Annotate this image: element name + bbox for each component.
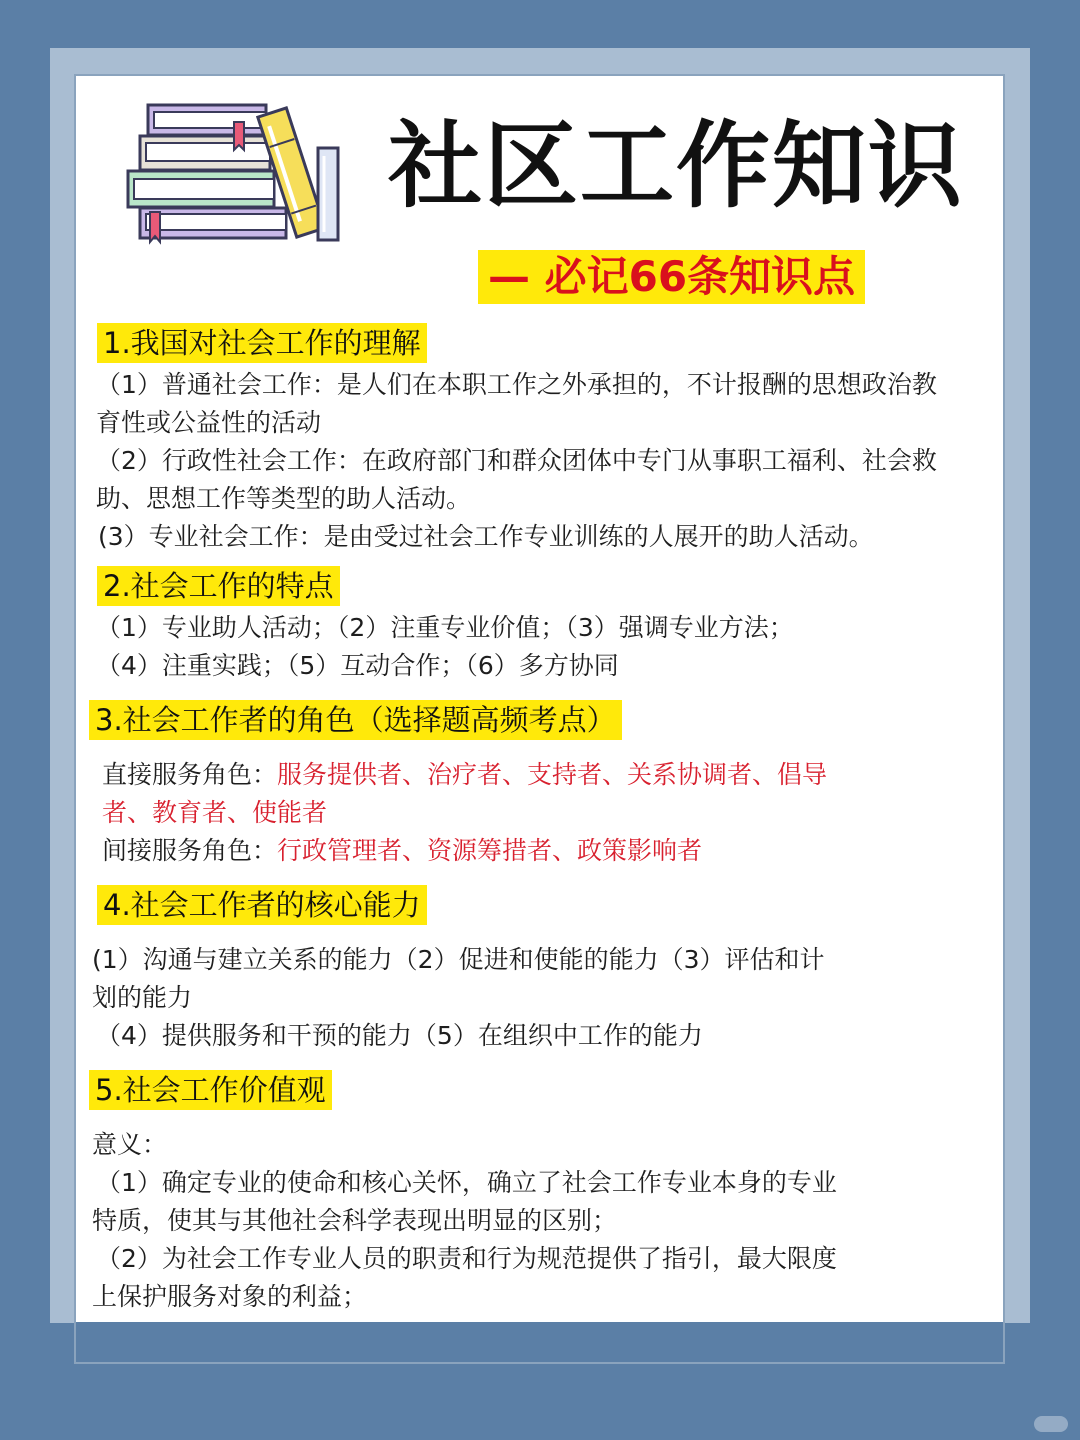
section-text-line: （2）为社会工作专业人员的职责和行为规范提供了指引，最大限度 [96, 1244, 837, 1273]
direct-role-value-cont: 者、教育者、使能者 [102, 798, 328, 827]
watermark-logo [1034, 1416, 1068, 1432]
section-heading: 1.我国对社会工作的理解 [97, 323, 427, 363]
section-heading: 4.社会工作者的核心能力 [97, 885, 427, 925]
section-text-line: （1）确定专业的使命和核心关怀，确立了社会工作专业本身的专业 [96, 1168, 837, 1197]
section-text-line: （4）提供服务和干预的能力（5）在组织中工作的能力 [96, 1021, 703, 1050]
page-subtitle: — 必记66条知识点 [478, 250, 865, 304]
section-text-line: （2）行政性社会工作：在政府部门和群众团体中专门从事职工福利、社会救 [96, 446, 937, 475]
indirect-role-line [102, 836, 702, 866]
section-heading: 5.社会工作价值观 [89, 1070, 332, 1110]
section-heading: 3.社会工作者的角色（选择题高频考点） [89, 700, 622, 740]
section-text-line: 育性或公益性的活动 [96, 408, 322, 437]
direct-role-value: 服务提供者、治疗者、支持者、关系协调者、倡导 [277, 760, 828, 789]
indirect-role-value: 行政管理者、资源筹措者、政策影响者 [277, 836, 703, 865]
books-icon [126, 100, 348, 248]
direct-role-line [102, 760, 827, 790]
section-text-line: （1）普通社会工作：是人们在本职工作之外承担的，不计报酬的思想政治教 [96, 370, 937, 399]
section-text-line: 划的能力 [92, 983, 193, 1012]
direct-role-label: 直接服务角色： [102, 760, 278, 789]
page-bottom-strip [74, 1322, 1005, 1364]
section-text-line: （1）专业助人活动；（2）注重专业价值；（3）强调专业方法； [96, 613, 794, 642]
section-text-line: (3）专业社会工作：是由受过社会工作专业训练的人展开的助人活动。 [98, 522, 874, 551]
section-text-line: 意义： [92, 1130, 168, 1159]
section-text-line: 上保护服务对象的利益； [92, 1282, 368, 1311]
section-text-line: (1）沟通与建立关系的能力（2）促进和使能的能力（3）评估和计 [92, 945, 825, 974]
page-title: 社区工作知识 [388, 112, 965, 221]
section-text-line: 助、思想工作等类型的助人活动。 [96, 484, 472, 513]
section-text-line: 特质，使其与其他社会科学表现出明显的区别； [92, 1206, 618, 1235]
section-text-line: （4）注重实践；（5）互动合作；（6）多方协同 [96, 651, 619, 680]
section-heading: 2.社会工作的特点 [97, 566, 340, 606]
indirect-role-label: 间接服务角色： [102, 836, 278, 865]
